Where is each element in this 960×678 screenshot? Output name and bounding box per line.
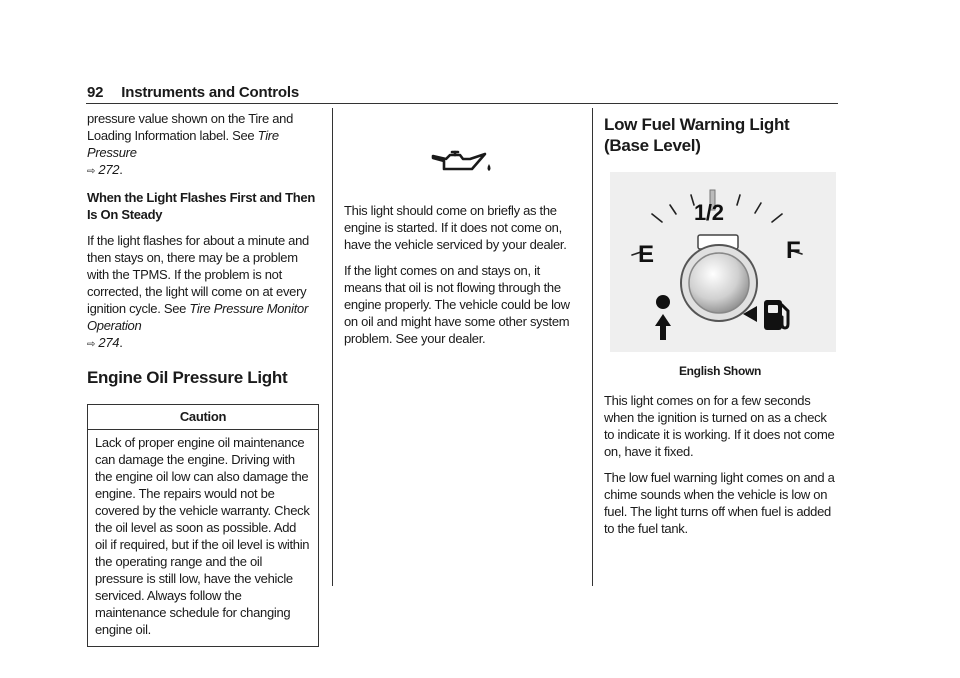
full-label: F: [786, 237, 801, 264]
caution-body: Lack of proper engine oil maintenance can damage the engine. Driving with the engine oil low can also damage the engine. The repairs would not be covered by the vehicle warranty. Check the oil level as soon as possible. Add oil if required, but if the oil level is within the operating range and the oil pressure is still low, have the vehicle serviced. Always follow the maintenance schedule for changing engine oil.: [95, 435, 310, 637]
fuel-paragraph-1: This light comes on for a few seconds when the ignition is turned on as a check to indicate it is working. If it does not come on, have it fixed.: [604, 393, 835, 459]
caution-box: [87, 404, 319, 647]
oil-can-icon: [430, 148, 494, 178]
section-heading: Engine Oil Pressure Light: [87, 368, 288, 387]
empty-label: E: [638, 241, 654, 268]
section-title: Instruments and Controls: [121, 84, 299, 101]
caution-title: Caution: [88, 405, 318, 430]
oil-paragraph-1: This light should come on briefly as the engine is started. If it does not come on, have the vehicle serviced by your dealer.: [344, 203, 567, 252]
column-left: [87, 110, 319, 647]
page-ref-icon: ⇨: [87, 339, 96, 350]
fuel-pump-icon: [761, 297, 793, 333]
page-number: 92: [87, 84, 104, 101]
column-divider: [332, 108, 333, 586]
tpms-operation-link[interactable]: Tire Pressure Monitor Operation: [87, 301, 308, 333]
header-rule: [86, 103, 838, 104]
flash-paragraph: If the light flashes for about a minute and then stays on, there may be a problem with the TPMS. If the problem is not corrected, the light will come on at every ignition cycle. See Tire Pressure Monitor Operation ⇨ 274.: [87, 233, 309, 350]
tire-pressure-page-link[interactable]: 272: [98, 162, 120, 177]
column-divider: [592, 108, 593, 586]
tire-pressure-link[interactable]: Tire Pressure: [87, 128, 279, 160]
column-middle: [344, 110, 576, 356]
fuel-gauge-illustration: [610, 172, 836, 352]
half-label: 1/2: [694, 200, 724, 225]
intro-paragraph: pressure value shown on the Tire and Loading Information label. See Tire Pressure ⇨ 272.: [87, 111, 293, 177]
subheading: When the Light Flashes First and Then Is On Steady: [87, 190, 315, 222]
oil-paragraph-2: If the light comes on and stays on, it means that oil is not flowing through the engine properly. The vehicle could be low on oil and might have some other system problem. See your dealer.: [344, 263, 570, 346]
fuel-paragraph-2: The low fuel warning light comes on and a chime sounds when the vehicle is low on fuel. The light turns off when fuel is added to the fuel tank.: [604, 470, 835, 536]
fuel-heading: Low Fuel Warning Light (Base Level): [604, 115, 790, 155]
intro-text: pressure value shown on the Tire and Loading Information label. See: [87, 111, 293, 143]
column-right: [604, 110, 836, 546]
image-caption: English Shown: [678, 364, 762, 378]
page-ref-icon: ⇨: [87, 166, 96, 177]
tpms-operation-page-link[interactable]: 274: [98, 335, 120, 350]
flash-text: If the light flashes for about a minute and then stays on, there may be a problem with the TPMS. If the problem is not corrected, the light will come on at every ignition cycle. See: [87, 233, 309, 316]
page-header: [87, 84, 299, 101]
